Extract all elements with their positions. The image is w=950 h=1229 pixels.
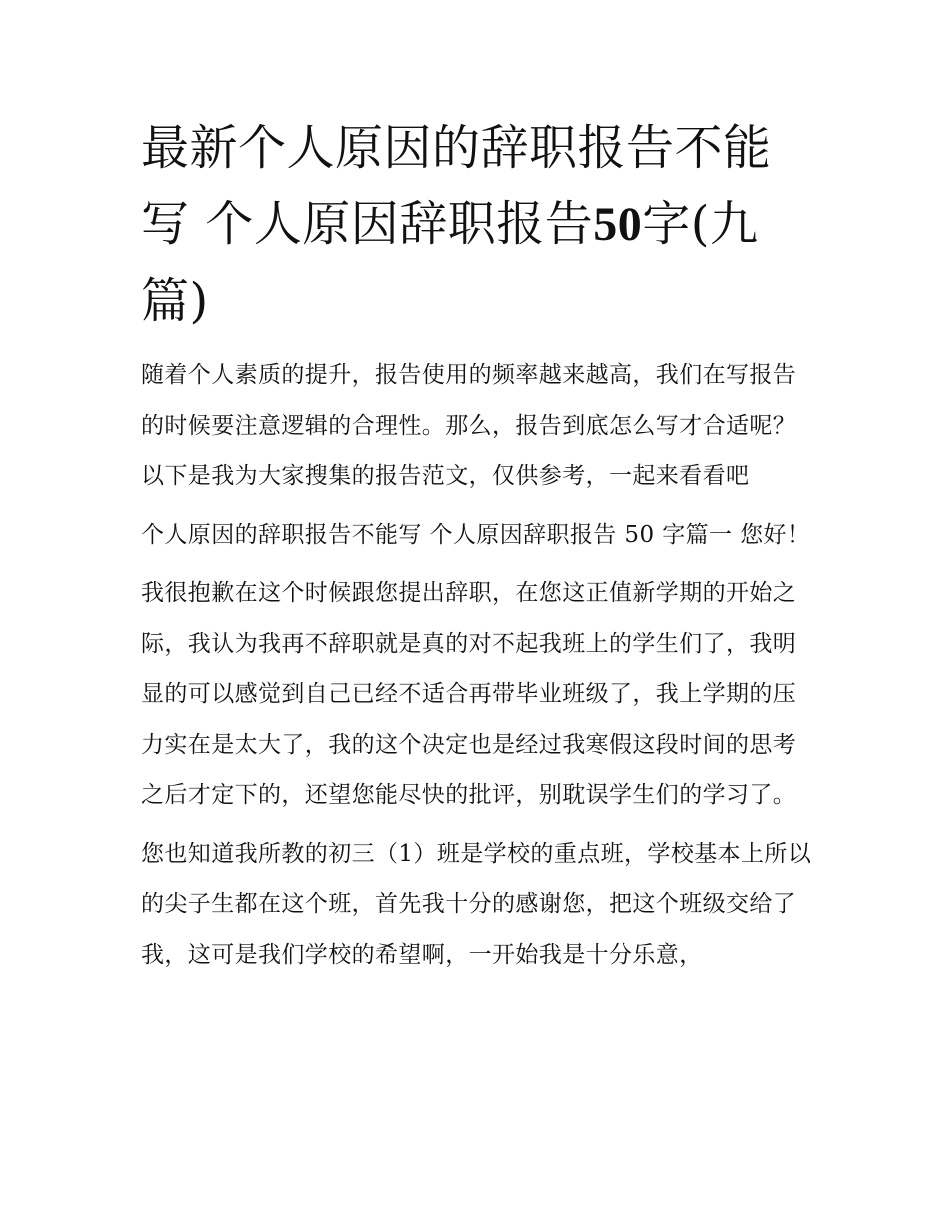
section-heading-paragraph: 个人原因的辞职报告不能写 个人原因辞职报告 50 字篇一 您好！ (141, 521, 811, 548)
body-paragraph-2: 您也知道我所教的初三（1）班是学校的重点班，学校基本上所以的尖子生都在这个班，首先我十分的感谢您，把这个班级交给了我，这可是我们学校的希望啊，一开始我是十分乐意， (141, 840, 812, 968)
body-paragraph-1: 我很抱歉在这个时候跟您提出辞职，在您这正值新学期的开始之际，我认为我再不辞职就是真的对不起我班上的学生们了，我明显的可以感觉到自己已经不适合再带毕业班级了，我上学期的压力实在是太大了，我的这个决定也是经过我寒假这段时间的思考之后才定下的，还望您能尽快的批评，别耽误学生们的学习了。 (141, 580, 797, 808)
document-title (141, 110, 813, 339)
document-content (141, 110, 813, 980)
title-text-part2: 字(九篇) (141, 196, 759, 329)
title-number: 50 (593, 198, 643, 251)
title-text-part1: 最新个人原因的辞职报告不能写 个人原因辞职报告 (141, 120, 772, 252)
intro-paragraph: 随着个人素质的提升，报告使用的频率越来越高，我们在写报告的时候要注意逻辑的合理性。那么，报告到底怎么写才合适呢？以下是我为大家搜集的报告范文，仅供参考，一起来看看吧 (141, 362, 797, 489)
